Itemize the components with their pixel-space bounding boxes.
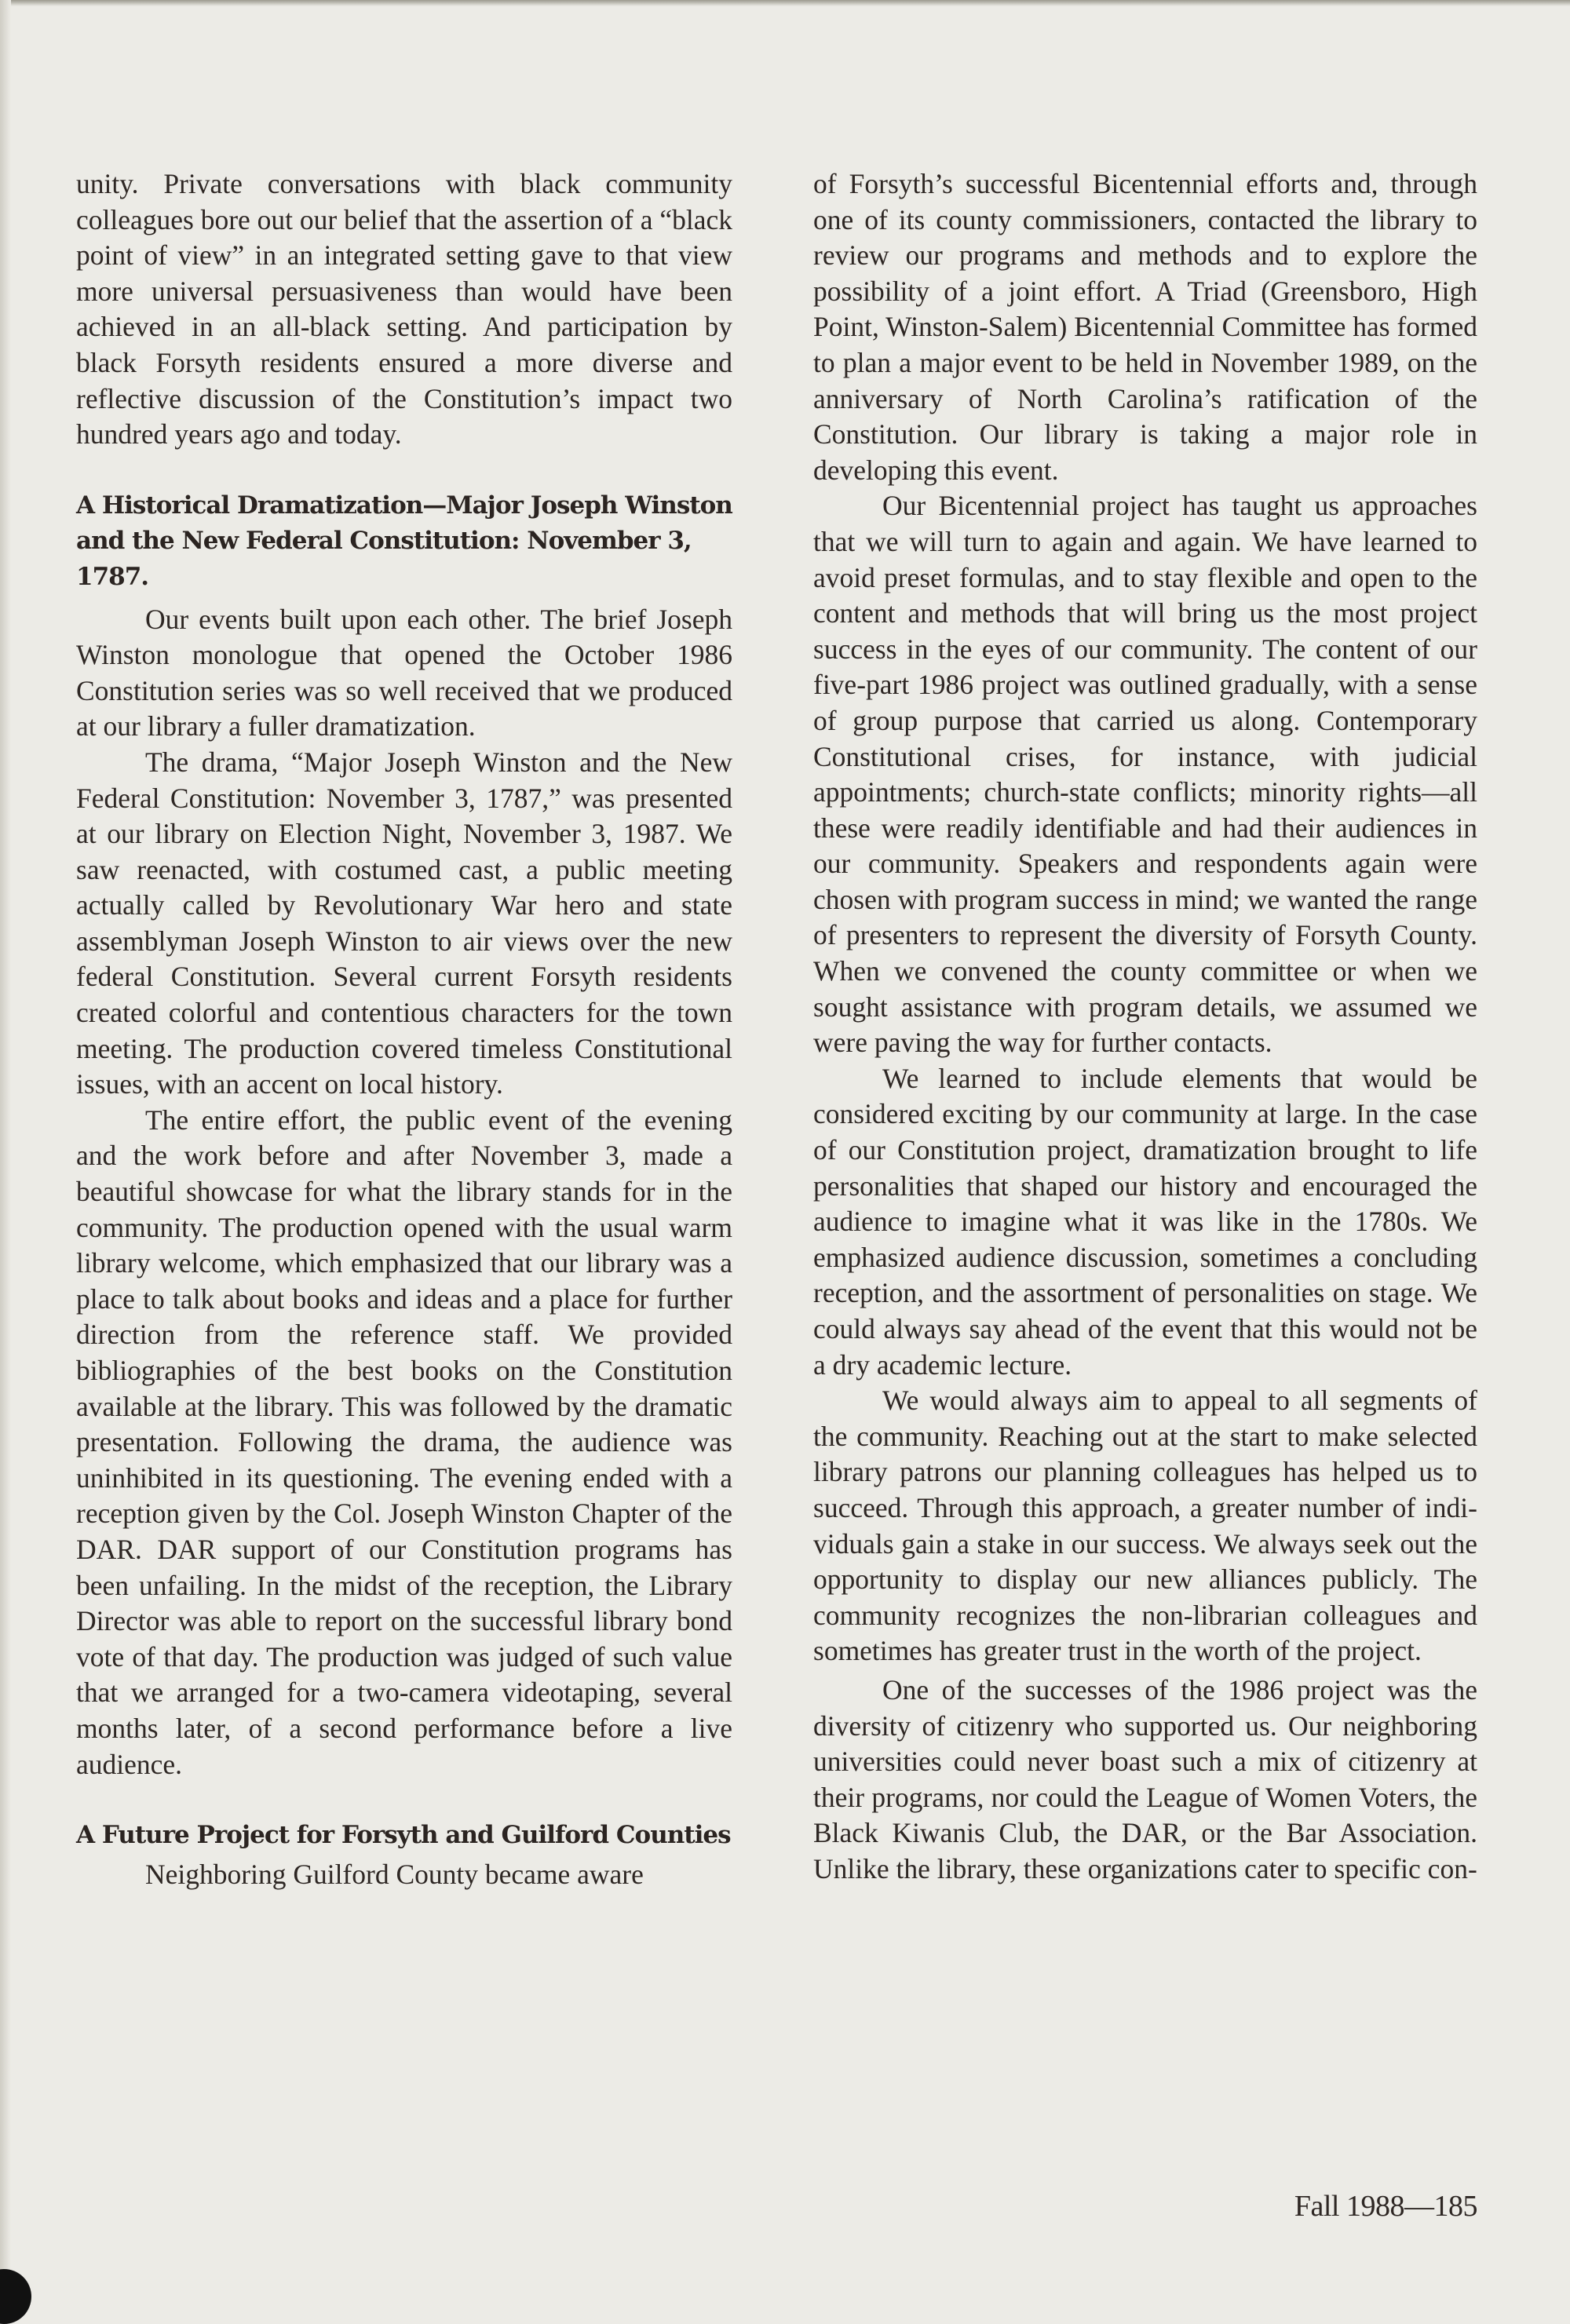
paragraph: unity. Private conversations with black community colleagues bore out our belief that the assertion of a “black point of view” in an integrated setting gave to that view more universal persuasiveness than would have been achieved in an all-black setting. And participation by black Forsyth residents ensured a more diverse and reflective discussion of the Constitution’s impact two hundred years ago and today. xyxy=(76,168,732,451)
paragraph: The drama, “Major Joseph Winston and the New Federal Constitution: November 3, 1787,” was presented at our library on Election Night, November 3, 1987. We saw reenacted, with costumed cast, a public meeting actually called by Revolutionary War hero and state assemblyman Joseph Winston to air views over the new federal Constitution. Several current Forsyth residents created colorful and contentious characters for the town meeting. The production covered timeless Constitutional issues, with an accent on local history. xyxy=(76,746,732,1100)
paragraph: The entire effort, the public event of the evening and the work before and after November 3, made a beautiful showcase for what the library stands for in the community. The production opened with the usual warm library welcome, which emphasized that our library was a place to talk about books and ideas and a place for further direction from the reference staff. We provided bibliographies of the best books on the Constitution available at the library. This was followed by the dramatic presentation. Following the drama, the audience was uninhibited in its questioning. The evening ended with a reception given by the Col. Joseph Winston Chapter of the DAR. DAR support of our Constitution programs has been unfailing. In the midst of the reception, the Library Director was able to report on the successful library bond vote of that day. The production was judged of such value that we arranged for a two-camera videotaping, several months later, of a second performance before a live audience. xyxy=(76,1104,732,1780)
section-heading-future-project: A Future Project for Forsyth and Guilford Counties xyxy=(76,1821,731,1850)
right-column xyxy=(813,166,1477,1888)
scan-corner-shadow xyxy=(0,2269,31,2324)
page-footer-issue-and-number: Fall 1988—185 xyxy=(1294,2190,1477,2223)
spacer xyxy=(76,596,732,602)
paragraph: of Forsyth’s successful Bicentennial efforts and, through one of its county commissioners, contacted the library to review our programs and methods and to explore the possibility of a joint effort. A Triad (Greensboro, High Point, Winston-Salem) Bicentennial Committee has formed to plan a major event to be held in November 1989, on the anniversary of North Carolina’s ratification of the Constitution. Our library is taking a major role in developing this event. xyxy=(813,168,1477,486)
spacer xyxy=(76,453,732,488)
paragraph: We would always aim to appeal to all segments of the community. Reaching out at the start to make selected library patrons our planning colleagues has helped us to succeed. Through this approach, a greater number of individuals gain a stake in our success. We always seek out the opportunity to display our new alliances publicly. The community recognizes the non-librarian colleagues and sometimes has greater trust in the worth of the project. xyxy=(813,1385,1477,1667)
page-top-edge-shadow xyxy=(0,0,1570,6)
spacer xyxy=(76,1782,732,1818)
section-heading-historical-dramatization: A Historical Dramatization—Major Joseph Winston and the New Federal Constitution: November 3, 1787. xyxy=(76,491,732,591)
paragraph: We learned to include elements that would be considered exciting by our community at large. In the case of our Constitution project, dramatization brought to life personalities that shaped our history and encouraged the audience to imagine what it was like in the 1780s. We emphasized audience discussion, sometimes a concluding reception, and the assortment of personalities on stage. We could always say ahead of the event that this would not be a dry academic lecture. xyxy=(813,1062,1477,1381)
paragraph: Neighboring Guilford County became aware xyxy=(145,1858,644,1890)
left-column xyxy=(76,166,732,1892)
paragraph: Our events built upon each other. The brief Joseph Winston monologue that opened the October 1986 Constitution series was so well received that we produced at our library a fuller dramatization. xyxy=(76,603,732,742)
paragraph: One of the successes of the 1986 project was the diversity of citizenry who supported us. Our neighboring universities could never boast such a mix of citizenry at their programs, nor could the League of Women Voters, the Black Kiwanis Club, the DAR, or the Bar Association. Unlike the library, these organizations cater to specific con- xyxy=(813,1673,1477,1884)
paragraph: Our Bicentennial project has taught us approaches that we will turn to again and again. We have learned to avoid preset formulas, and to stay flexible and open to the content and methods that will bring us the most project success in the eyes of our community. The content of our five-part 1986 project was outlined gradually, with a sense of group purpose that carried us along. Contemporary Constitutional crises, for instance, with judicial appointments; church-state conflicts; minority rights—all these were readily identifiable and had their audiences in our community. Speakers and respondents again were chosen with program success in mind; we wanted the range of presenters to represent the diversity of Forsyth County. When we convened the county committee or when we sought assistance with program details, we assumed we were paving the way for further contacts. xyxy=(813,490,1477,1059)
page-left-edge-shadow xyxy=(0,0,11,2300)
